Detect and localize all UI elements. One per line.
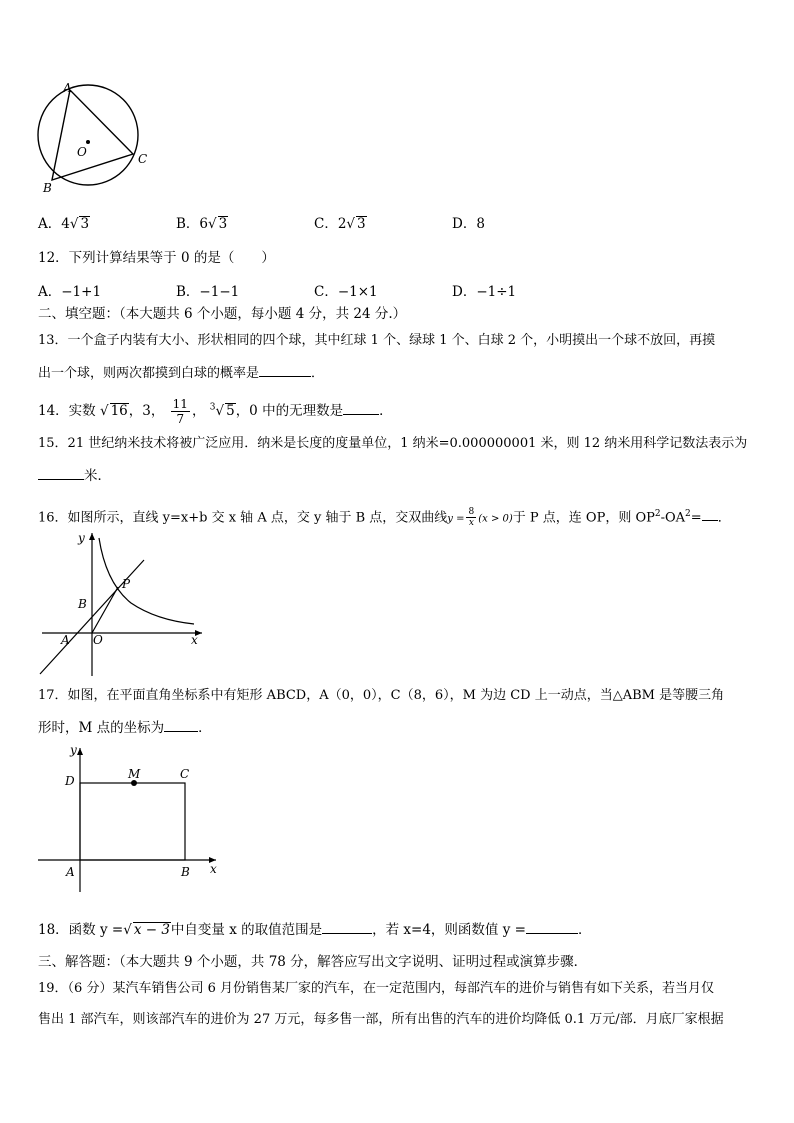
- q12-option-d[interactable]: D．−1÷1: [452, 284, 517, 300]
- q13-answer-blank[interactable]: [259, 362, 311, 377]
- label-b: B: [181, 865, 190, 879]
- label-o: O: [77, 145, 87, 159]
- q14-line: 14．实数 √ 16，3， $\frac{11}{7}$ ， $^3$√ 5，0 中的无理数是 ．: [38, 397, 393, 426]
- hyperbola: [99, 538, 194, 624]
- label-d: D: [65, 774, 75, 788]
- section-2-heading: 二、填空题：（本大题共 6 个小题，每小题 4 分，共 24 分.）: [38, 306, 407, 322]
- label-o: O: [93, 633, 103, 647]
- q14-answer-blank[interactable]: [343, 400, 379, 415]
- q11-circle-figure: [30, 80, 155, 195]
- triangle-abc: [52, 90, 133, 180]
- q13-line-2: 出一个球，则两次都摸到白球的概率是 ．: [38, 362, 758, 384]
- rectangle-abcd: [80, 783, 185, 860]
- label-a: A: [66, 865, 75, 879]
- label-b: B: [78, 597, 87, 611]
- q13-line-1: 13．一个盒子内装有大小、形状相同的四个球，其中红球 1 个、绿球 1 个、白球 2 个，小明摸出一个球不放回，再摸: [38, 333, 716, 348]
- q18-blank-range[interactable]: [322, 919, 372, 934]
- q16-line: 16．如图所示，直线 y=x+b 交 x 轴 A 点，交 y 轴于 B 点，交双曲线y = $\frac{8}{x}$ (x > 0)于 P 点，连 OP，则 $OP^2-OA^2=$ ．: [38, 507, 731, 529]
- q17-line-1: 17．如图，在平面直角坐标系中有矩形 ABCD，A（0，0），C（8，6），M 为边 CD 上一动点，当△ABM 是等腰三角: [38, 688, 725, 703]
- label-a: A: [63, 81, 72, 95]
- q17-answer-blank[interactable]: [164, 717, 198, 732]
- q12-option-a[interactable]: A．−1+1: [38, 284, 102, 300]
- q15-line-1: 15．21 世纪纳米技术将被广泛应用．纳米是长度的度量单位，1 纳米=0.000000001 米，则 12 纳米用科学记数法表示为: [38, 436, 748, 451]
- circle-o: [38, 85, 138, 185]
- q17-rectangle-figure: [34, 742, 224, 892]
- q15-line-2: 米．: [38, 465, 758, 486]
- q16-answer-blank[interactable]: [702, 506, 718, 521]
- label-m: M: [128, 767, 141, 781]
- q19-line-2: 售出 1 部汽车，则该部汽车的进价为 27 万元，每多售一部，所有出售的汽车的进价均降低 0.1 万元/部．月底厂家根据: [38, 1012, 724, 1027]
- q17-line-2: 形时，M 点的坐标为 ．: [38, 717, 758, 738]
- q15-answer-blank[interactable]: [38, 465, 84, 480]
- q11-option-d[interactable]: D．8: [452, 216, 485, 232]
- q12-option-b[interactable]: B．−1−1: [176, 284, 240, 300]
- section-3-heading: 三、解答题：（本大题共 9 个小题，共 78 分，解答应写出文字说明、证明过程或演算步骤．: [38, 954, 588, 970]
- fraction-11-7: $\frac{11}{7}$: [172, 397, 188, 426]
- fraction-8-x: $\frac{8}{x}$: [468, 507, 475, 529]
- q12-stem: 12．下列计算结果等于 0 的是（ ）: [38, 250, 275, 266]
- label-b: B: [43, 181, 52, 195]
- segment-op: [92, 587, 118, 633]
- q12-option-c[interactable]: C．−1×1: [314, 284, 378, 300]
- label-x: x: [191, 633, 198, 647]
- label-a: A: [61, 633, 70, 647]
- q16-graph-figure: [36, 528, 206, 680]
- label-p: P: [122, 577, 131, 591]
- center-point: [86, 140, 90, 144]
- q18-blank-value[interactable]: [526, 919, 578, 934]
- label-c: C: [180, 767, 190, 781]
- q11-option-a[interactable]: A．4√ 3: [38, 216, 90, 232]
- q11-option-c[interactable]: C．2√ 3: [314, 216, 366, 232]
- q18-line: 18．函数 y =√ x − 3中自变量 x 的取值范围是 ，若 x=4，则函数值 y = ．: [38, 919, 758, 940]
- q11-option-b[interactable]: B．6√ 3: [176, 216, 228, 232]
- label-y: y: [70, 743, 77, 757]
- q19-line-1: 19．（6 分）某汽车销售公司 6 月份销售某厂家的汽车，在一定范围内，每部汽车的进价与销售有如下关系，若当月仅: [38, 981, 714, 996]
- label-c: C: [138, 152, 148, 166]
- label-y: y: [78, 531, 85, 545]
- label-x: x: [210, 862, 217, 876]
